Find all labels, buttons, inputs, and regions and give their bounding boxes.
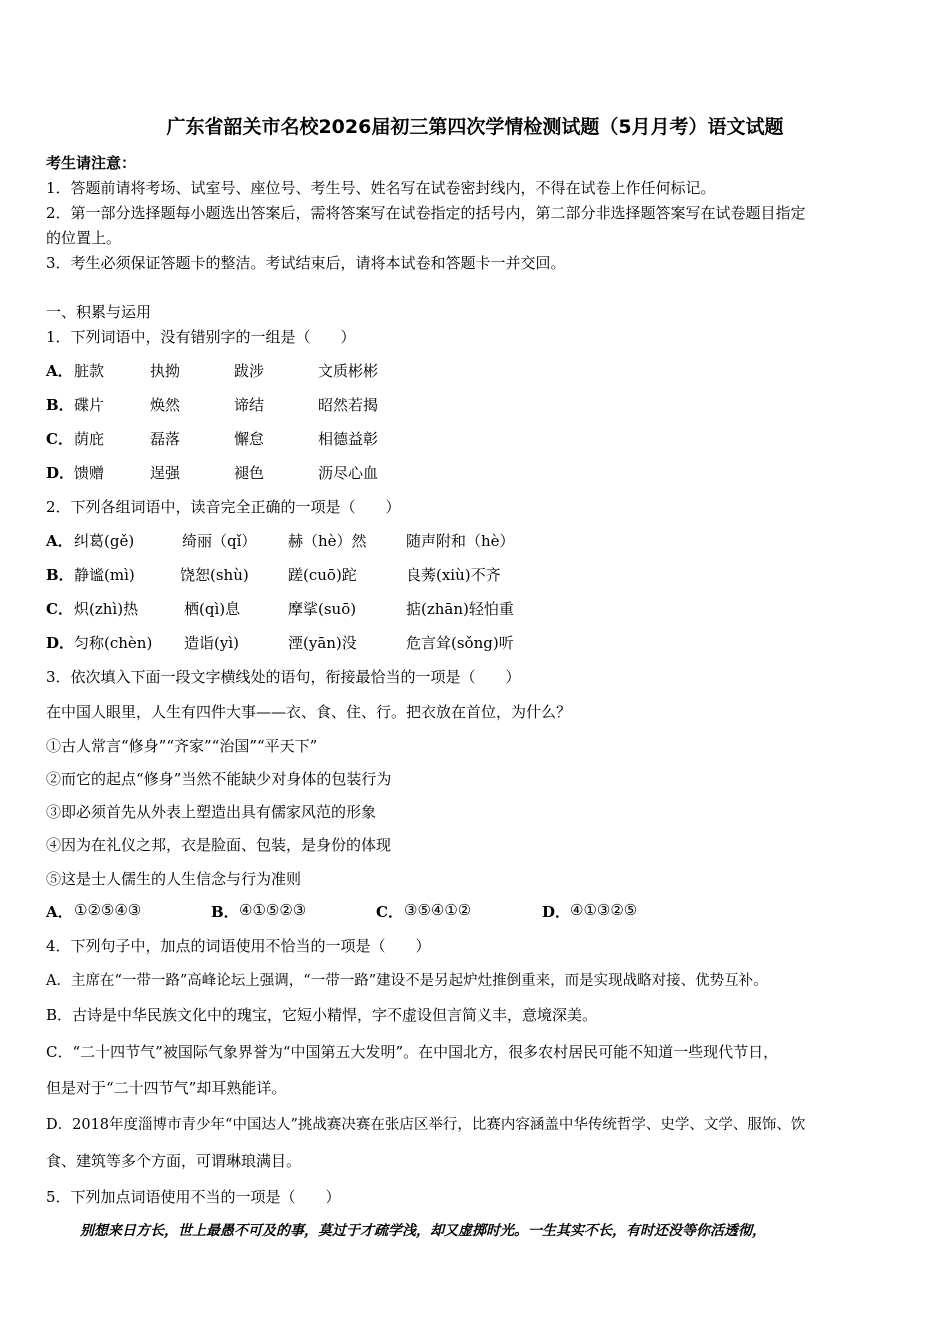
q4-option-d-cont: 食、建筑等多个方面，可谓琳琅满目。 — [46, 1152, 302, 1170]
option-label: A． — [46, 532, 73, 550]
q3-passage: 在中国人眼里，人生有四件大事——衣、食、住、行。把衣放在首位，为什么？ — [46, 703, 572, 721]
q3-sentence-4: ④因为在礼仪之邦，衣是脸面、包装，是身份的体现 — [46, 836, 392, 854]
option-word: 栖(qì)息 — [184, 600, 241, 618]
q1-stem: 1．下列词语中，没有错别字的一组是（ ） — [46, 328, 356, 346]
page-title: 广东省韶关市名校2026届初三第四次学情检测试题（5月月考）语文试题 — [166, 116, 784, 138]
option-label: B． — [46, 566, 74, 584]
option-word: 昭然若揭 — [318, 396, 379, 414]
option-word: 碟片 — [74, 396, 105, 414]
q3-sentence-1: ①古人常言“修身”“齐家”“治国”“平天下” — [46, 737, 318, 755]
section-heading: 一、积累与运用 — [46, 303, 152, 321]
q4-stem: 4．下列句子中，加点的词语使用不恰当的一项是（ ） — [46, 937, 431, 955]
q2-stem: 2．下列各组词语中，读音完全正确的一项是（ ） — [46, 498, 401, 516]
option-word: 绮丽（qǐ） — [182, 532, 257, 550]
option-label: C． — [46, 600, 73, 618]
option-word: 掂(zhān)轻怕重 — [406, 600, 514, 618]
q4-option-c[interactable]: C．“二十四节气”被国际气象界誉为“中国第五大发明”。在中国北方，很多农村居民可能不知道一些现代节日， — [46, 1043, 779, 1061]
option-word: 饶恕(shù) — [180, 566, 249, 584]
option-label: D． — [542, 903, 571, 921]
option-label: A． — [46, 362, 73, 380]
option-label: D． — [46, 464, 75, 482]
option-word: 执拗 — [150, 362, 181, 380]
option-word: 良莠(xiù)不齐 — [406, 566, 501, 584]
notice-item-2: 2．第一部分选择题每小题选出答案后，需将答案写在试卷指定的括号内，第二部分非选择题答案写在试卷题目指定 — [46, 204, 806, 222]
option-word: 造诣(yì) — [184, 634, 239, 652]
option-label: C． — [46, 430, 73, 448]
option-word: 懈怠 — [234, 430, 265, 448]
option-label: A． — [46, 903, 73, 921]
option-word: 跋涉 — [234, 362, 265, 380]
option-label: D． — [46, 634, 75, 652]
notice-heading: 考生请注意： — [46, 154, 137, 172]
option-label: B． — [211, 903, 239, 921]
q4-option-c-cont: 但是对于“二十四节气”却耳熟能详。 — [46, 1079, 287, 1097]
option-word: 蹉(cuō)跎 — [288, 566, 357, 584]
q3-sentence-5: ⑤这是士人儒生的人生信念与行为准则 — [46, 870, 302, 888]
option-text[interactable]: ④①⑤②③ — [239, 901, 307, 919]
notice-item-2-cont: 的位置上。 — [46, 229, 122, 247]
q3-sentence-2: ②而它的起点“修身”当然不能缺少对身体的包装行为 — [46, 770, 392, 788]
option-word: 焕然 — [150, 396, 181, 414]
q4-option-a[interactable]: A．主席在“一带一路”高峰论坛上强调，“一带一路”建设不是另起炉灶推倒重来，而是实现战略对接、优势互补。 — [46, 973, 768, 989]
option-word: 逞强 — [150, 464, 181, 482]
option-text[interactable]: ①②⑤④③ — [74, 901, 142, 919]
notice-item-3: 3．考生必须保证答题卡的整洁。考试结束后，请将本试卷和答题卡一并交回。 — [46, 254, 566, 272]
q5-passage: 别想来日方长，世上最愚不可及的事，莫过于才疏学浅，却又虚掷时光。一生其实不长，有时还没等你活透彻， — [80, 1223, 766, 1239]
option-word: 炽(zhì)热 — [74, 600, 139, 618]
q5-stem: 5．下列加点词语使用不当的一项是（ ） — [46, 1188, 341, 1206]
option-word: 文质彬彬 — [318, 362, 379, 380]
q4-option-b[interactable]: B．古诗是中华民族文化中的瑰宝，它短小精悍，字不虚设但言简义丰，意境深美。 — [46, 1006, 598, 1024]
option-word: 危言耸(sǒng)听 — [406, 634, 514, 652]
option-word: 荫庇 — [74, 430, 105, 448]
option-word: 随声附和（hè） — [406, 532, 515, 550]
option-word: 赫（hè）然 — [288, 532, 367, 550]
option-word: 脏款 — [74, 362, 105, 380]
option-word: 沥尽心血 — [318, 464, 379, 482]
option-word: 静谧(mì) — [74, 566, 135, 584]
option-text[interactable]: ③⑤④①② — [404, 901, 472, 919]
option-word: 匀称(chèn) — [74, 634, 153, 652]
option-word: 磊落 — [150, 430, 181, 448]
option-word: 谛结 — [234, 396, 265, 414]
option-label: C． — [376, 903, 403, 921]
q3-sentence-3: ③即必须首先从外表上塑造出具有儒家风范的形象 — [46, 803, 377, 821]
notice-item-1: 1．答题前请将考场、试室号、座位号、考生号、姓名写在试卷密封线内，不得在试卷上作任何标记。 — [46, 179, 716, 197]
option-word: 馈赠 — [74, 464, 105, 482]
q3-stem: 3．依次填入下面一段文字横线处的语句，衔接最恰当的一项是（ ） — [46, 668, 521, 686]
option-text[interactable]: ④①③②⑤ — [570, 901, 638, 919]
q4-option-d[interactable]: D．2018年度淄博市青少年“中国达人”挑战赛决赛在张店区举行，比赛内容涵盖中华传统哲学、史学、文学、服饰、饮 — [46, 1117, 806, 1133]
option-label: B． — [46, 396, 74, 414]
option-word: 相德益彰 — [318, 430, 379, 448]
option-word: 褪色 — [234, 464, 265, 482]
option-word: 湮(yān)没 — [288, 634, 357, 652]
option-word: 纠葛(gě) — [74, 532, 135, 550]
option-word: 摩挲(suō) — [288, 600, 357, 618]
